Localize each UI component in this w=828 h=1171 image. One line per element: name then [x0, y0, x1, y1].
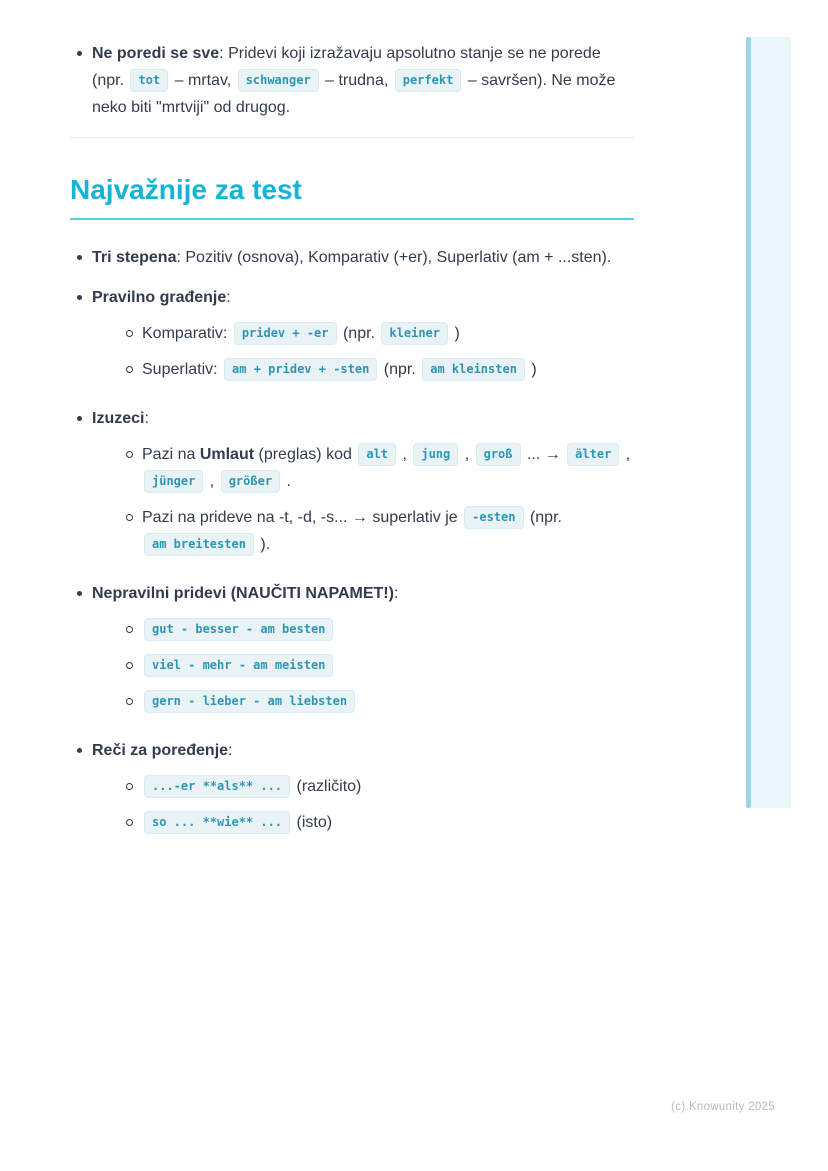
text-run: : — [228, 742, 233, 759]
list-item — [120, 616, 634, 643]
main-list-wrap — [70, 244, 634, 845]
list-item-text — [142, 809, 634, 836]
code-chip: am breitesten — [144, 533, 254, 556]
list-item-text — [142, 441, 634, 495]
code-chip: alt — [358, 443, 396, 466]
list-item-content — [142, 441, 634, 495]
list-item-content — [142, 809, 634, 836]
list-item-text — [92, 40, 634, 121]
code-chip: jünger — [144, 470, 203, 493]
code-chip: viel - mehr - am meisten — [144, 654, 333, 677]
list-item-content — [92, 737, 634, 845]
text-run: ) — [450, 325, 460, 342]
code-chip: ...-er **als** ... — [144, 775, 290, 798]
text-run: : — [226, 289, 231, 306]
code-chip: gern - lieber - am liebsten — [144, 690, 355, 713]
bullet-circle-icon — [120, 356, 142, 383]
text-run: (preglas) kod — [254, 446, 357, 463]
main-list — [70, 244, 634, 845]
list-item-text — [142, 652, 634, 679]
bullet-dot-icon — [70, 405, 92, 567]
list-item — [70, 284, 634, 392]
sub-bullet-list — [92, 320, 634, 383]
bullet-circle-icon — [120, 688, 142, 715]
bullet-circle-icon — [120, 441, 142, 495]
list-item-content — [142, 688, 634, 715]
bullet-circle-icon — [120, 652, 142, 679]
list-item-content — [92, 580, 634, 724]
list-item — [70, 580, 634, 724]
list-item-text — [142, 504, 634, 558]
list-item — [120, 809, 634, 836]
bullet-circle-icon — [120, 504, 142, 558]
list-item-text — [92, 284, 634, 311]
text-run: – trudna, — [320, 72, 393, 89]
text-run: – savršen). Ne može neko biti "mrtviji" od drugog. — [92, 72, 616, 116]
list-item-text — [142, 773, 634, 800]
list-item — [120, 688, 634, 715]
text-run: (npr. — [379, 361, 421, 378]
bullet-dot-icon — [70, 40, 92, 121]
text-run: Pazi na — [142, 446, 200, 463]
list-item-content — [142, 773, 634, 800]
bullet-dot-icon — [70, 284, 92, 392]
bold-text: Ne poredi se sve — [92, 45, 220, 62]
bold-text: Nepravilni pridevi (NAUČITI NAPAMET!) — [92, 585, 394, 602]
list-item-content — [142, 504, 634, 558]
text-run: Komparativ: — [142, 325, 232, 342]
list-item-text — [142, 356, 634, 383]
section-divider — [70, 137, 634, 138]
sub-bullet-list — [92, 441, 634, 558]
list-item — [70, 405, 634, 567]
text-run: : Pridevi koji izražavaju apsolutno stanje se ne porede (npr. — [92, 45, 601, 89]
sub-bullet-list — [92, 616, 634, 715]
list-item-content — [142, 616, 634, 643]
code-chip: tot — [130, 69, 168, 92]
text-run: : — [393, 585, 399, 602]
text-run: (isto) — [292, 814, 333, 831]
list-item — [120, 356, 634, 383]
text-run: . — [282, 473, 291, 490]
list-item — [120, 441, 634, 495]
page-edge-accent — [746, 37, 791, 808]
code-chip: perfekt — [395, 69, 462, 92]
code-chip: pridev + -er — [234, 322, 337, 345]
list-item-content — [92, 40, 634, 121]
text-run: , — [621, 446, 631, 463]
list-item-text — [142, 688, 634, 715]
list-item-content — [92, 284, 634, 392]
list-item — [120, 773, 634, 800]
text-run: ). — [255, 536, 271, 553]
section-heading: Najvažnije za test — [70, 174, 634, 220]
list-item-text — [92, 405, 634, 432]
bold-text: Tri stepena — [92, 249, 177, 266]
bullet-circle-icon — [120, 616, 142, 643]
text-run: – mrtav, — [170, 72, 236, 89]
bullet-dot-icon — [70, 737, 92, 845]
page-edge-accent-fill — [751, 37, 791, 808]
code-chip: groß — [476, 443, 521, 466]
bullet-dot-icon — [70, 580, 92, 724]
list-item — [70, 737, 634, 845]
list-item — [70, 244, 634, 271]
code-chip: kleiner — [381, 322, 448, 345]
list-item-text — [142, 616, 634, 643]
bold-text: Izuzeci — [92, 410, 145, 427]
code-chip: schwanger — [238, 69, 319, 92]
text-run: : — [144, 410, 149, 427]
list-item-content — [142, 320, 634, 347]
text-run: , — [460, 446, 474, 463]
list-item-content — [142, 356, 634, 383]
code-chip: am + pridev + -sten — [224, 358, 377, 381]
code-chip: älter — [567, 443, 619, 466]
code-chip: -esten — [464, 506, 523, 529]
list-item-text — [92, 737, 634, 764]
copyright-text: (c) Knowunity 2025 — [671, 1101, 775, 1113]
bullet-circle-icon — [120, 809, 142, 836]
intro-list — [70, 40, 634, 121]
text-run: (različito) — [292, 778, 362, 795]
list-item — [120, 652, 634, 679]
list-item-text — [92, 244, 634, 271]
text-run: , — [205, 473, 219, 490]
sub-bullet-list — [92, 773, 634, 836]
code-chip: größer — [221, 470, 280, 493]
text-run: ... → — [522, 446, 566, 463]
list-item-text — [92, 580, 634, 607]
text-run: Superlativ: — [142, 361, 223, 378]
text-run: , — [398, 446, 412, 463]
bullet-circle-icon — [120, 320, 142, 347]
text-run: : Pozitiv (osnova), Komparativ (+er), Superlativ (am + ...sten). — [176, 249, 612, 266]
code-chip: so ... **wie** ... — [144, 811, 290, 834]
list-item-content — [142, 652, 634, 679]
text-run: Pazi na prideve na -t, -d, -s... → superlativ je — [142, 509, 463, 526]
list-item — [120, 320, 634, 347]
bold-text: Pravilno građenje — [92, 289, 227, 306]
text-run: (npr. — [338, 325, 380, 342]
list-item — [120, 504, 634, 558]
bullet-circle-icon — [120, 773, 142, 800]
text-run: (npr. — [525, 509, 562, 526]
text-run: ) — [526, 361, 537, 378]
list-item-content — [92, 405, 634, 567]
code-chip: gut - besser - am besten — [144, 618, 333, 641]
code-chip: jung — [413, 443, 458, 466]
bold-text: Umlaut — [199, 446, 255, 463]
bullet-dot-icon — [70, 244, 92, 271]
list-item-content — [92, 244, 634, 271]
code-chip: am kleinsten — [422, 358, 525, 381]
document-content — [70, 40, 634, 858]
list-item — [70, 40, 634, 121]
bold-text: Reči za poređenje — [92, 742, 229, 759]
list-item-text — [142, 320, 634, 347]
